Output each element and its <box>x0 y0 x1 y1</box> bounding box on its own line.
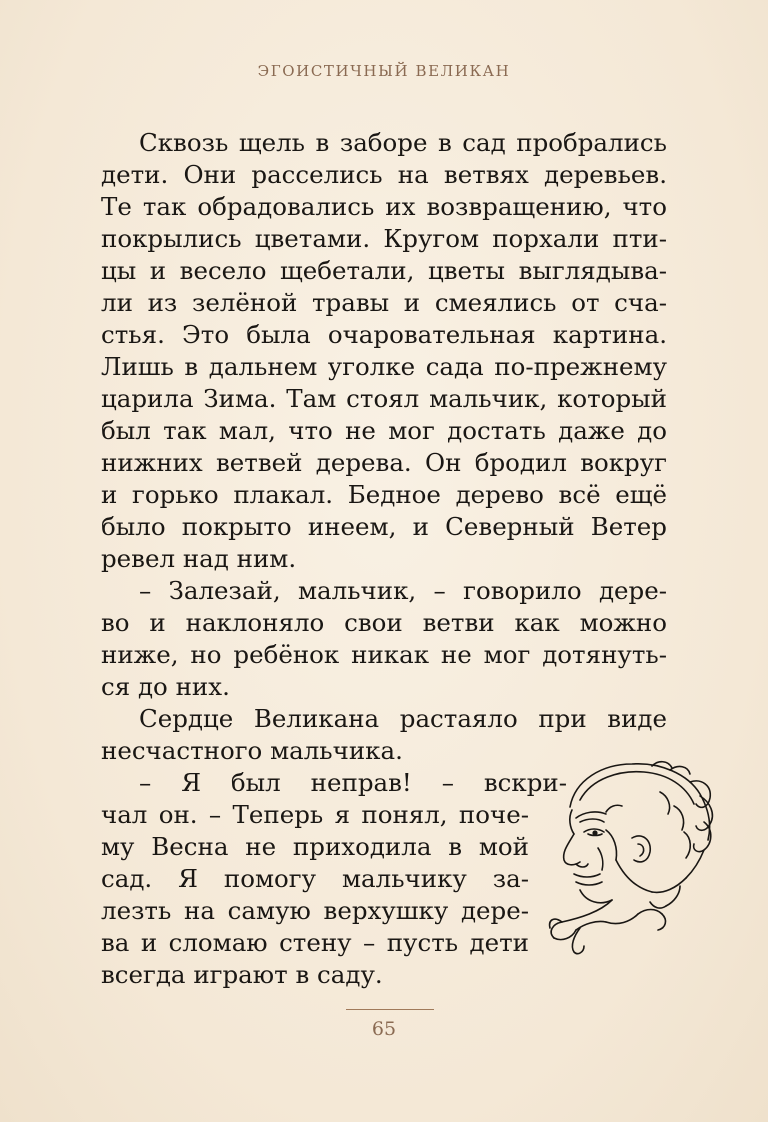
giant-head-illustration <box>540 752 720 962</box>
footer-rule <box>346 1009 434 1010</box>
text-line: был так мал, что не мог достать даже до <box>101 416 667 445</box>
text-line: покрылись цветами. Кругом порхали пти- <box>101 224 667 253</box>
text-line: Те так обрадовались их возвращению, что <box>101 192 667 221</box>
text-line: во и наклоняло свои ветви как можно <box>101 608 667 637</box>
text-line: Сердце Великана растаяло при виде <box>139 704 667 733</box>
text-line: ревел над ним. <box>101 544 297 573</box>
text-line: ся до них. <box>101 672 230 701</box>
text-line: стья. Это была очаровательная картина. <box>101 320 667 349</box>
page-number: 65 <box>371 1018 397 1040</box>
text-line: ва и сломаю стену – пусть дети <box>101 928 529 957</box>
running-title: ЭГОИСТИЧНЫЙ ВЕЛИКАН <box>257 62 511 80</box>
text-line: ниже, но ребёнок никак не мог дотянуть- <box>101 640 667 669</box>
text-line: Сквозь щель в заборе в сад пробрались <box>139 128 667 157</box>
text-line: чал он. – Теперь я понял, поче- <box>101 800 529 829</box>
text-line: дети. Они расселись на ветвях деревьев. <box>101 160 667 189</box>
text-line: му Весна не приходила в мой <box>101 832 529 861</box>
text-line: и горько плакал. Бедное дерево всё ещё <box>101 480 667 509</box>
text-line: сад. Я помогу мальчику за- <box>101 864 529 893</box>
text-line: несчастного мальчика. <box>101 736 403 765</box>
text-line: нижних ветвей дерева. Он бродил вокруг <box>101 448 667 477</box>
text-line: – Я был неправ! – вскри- <box>139 768 567 797</box>
text-line: царила Зима. Там стоял мальчик, который <box>101 384 667 413</box>
text-line: Лишь в дальнем уголке сада по-прежнему <box>101 352 667 381</box>
text-line: ли из зелёной травы и смеялись от сча- <box>101 288 667 317</box>
text-line: лезть на самую верхушку дере- <box>101 896 529 925</box>
text-line: – Залезай, мальчик, – говорило дере- <box>139 576 667 605</box>
text-line: всегда играют в саду. <box>101 960 383 989</box>
text-line: было покрыто инеем, и Северный Ветер <box>101 512 667 541</box>
text-line: цы и весело щебетали, цветы выглядыва- <box>101 256 667 285</box>
